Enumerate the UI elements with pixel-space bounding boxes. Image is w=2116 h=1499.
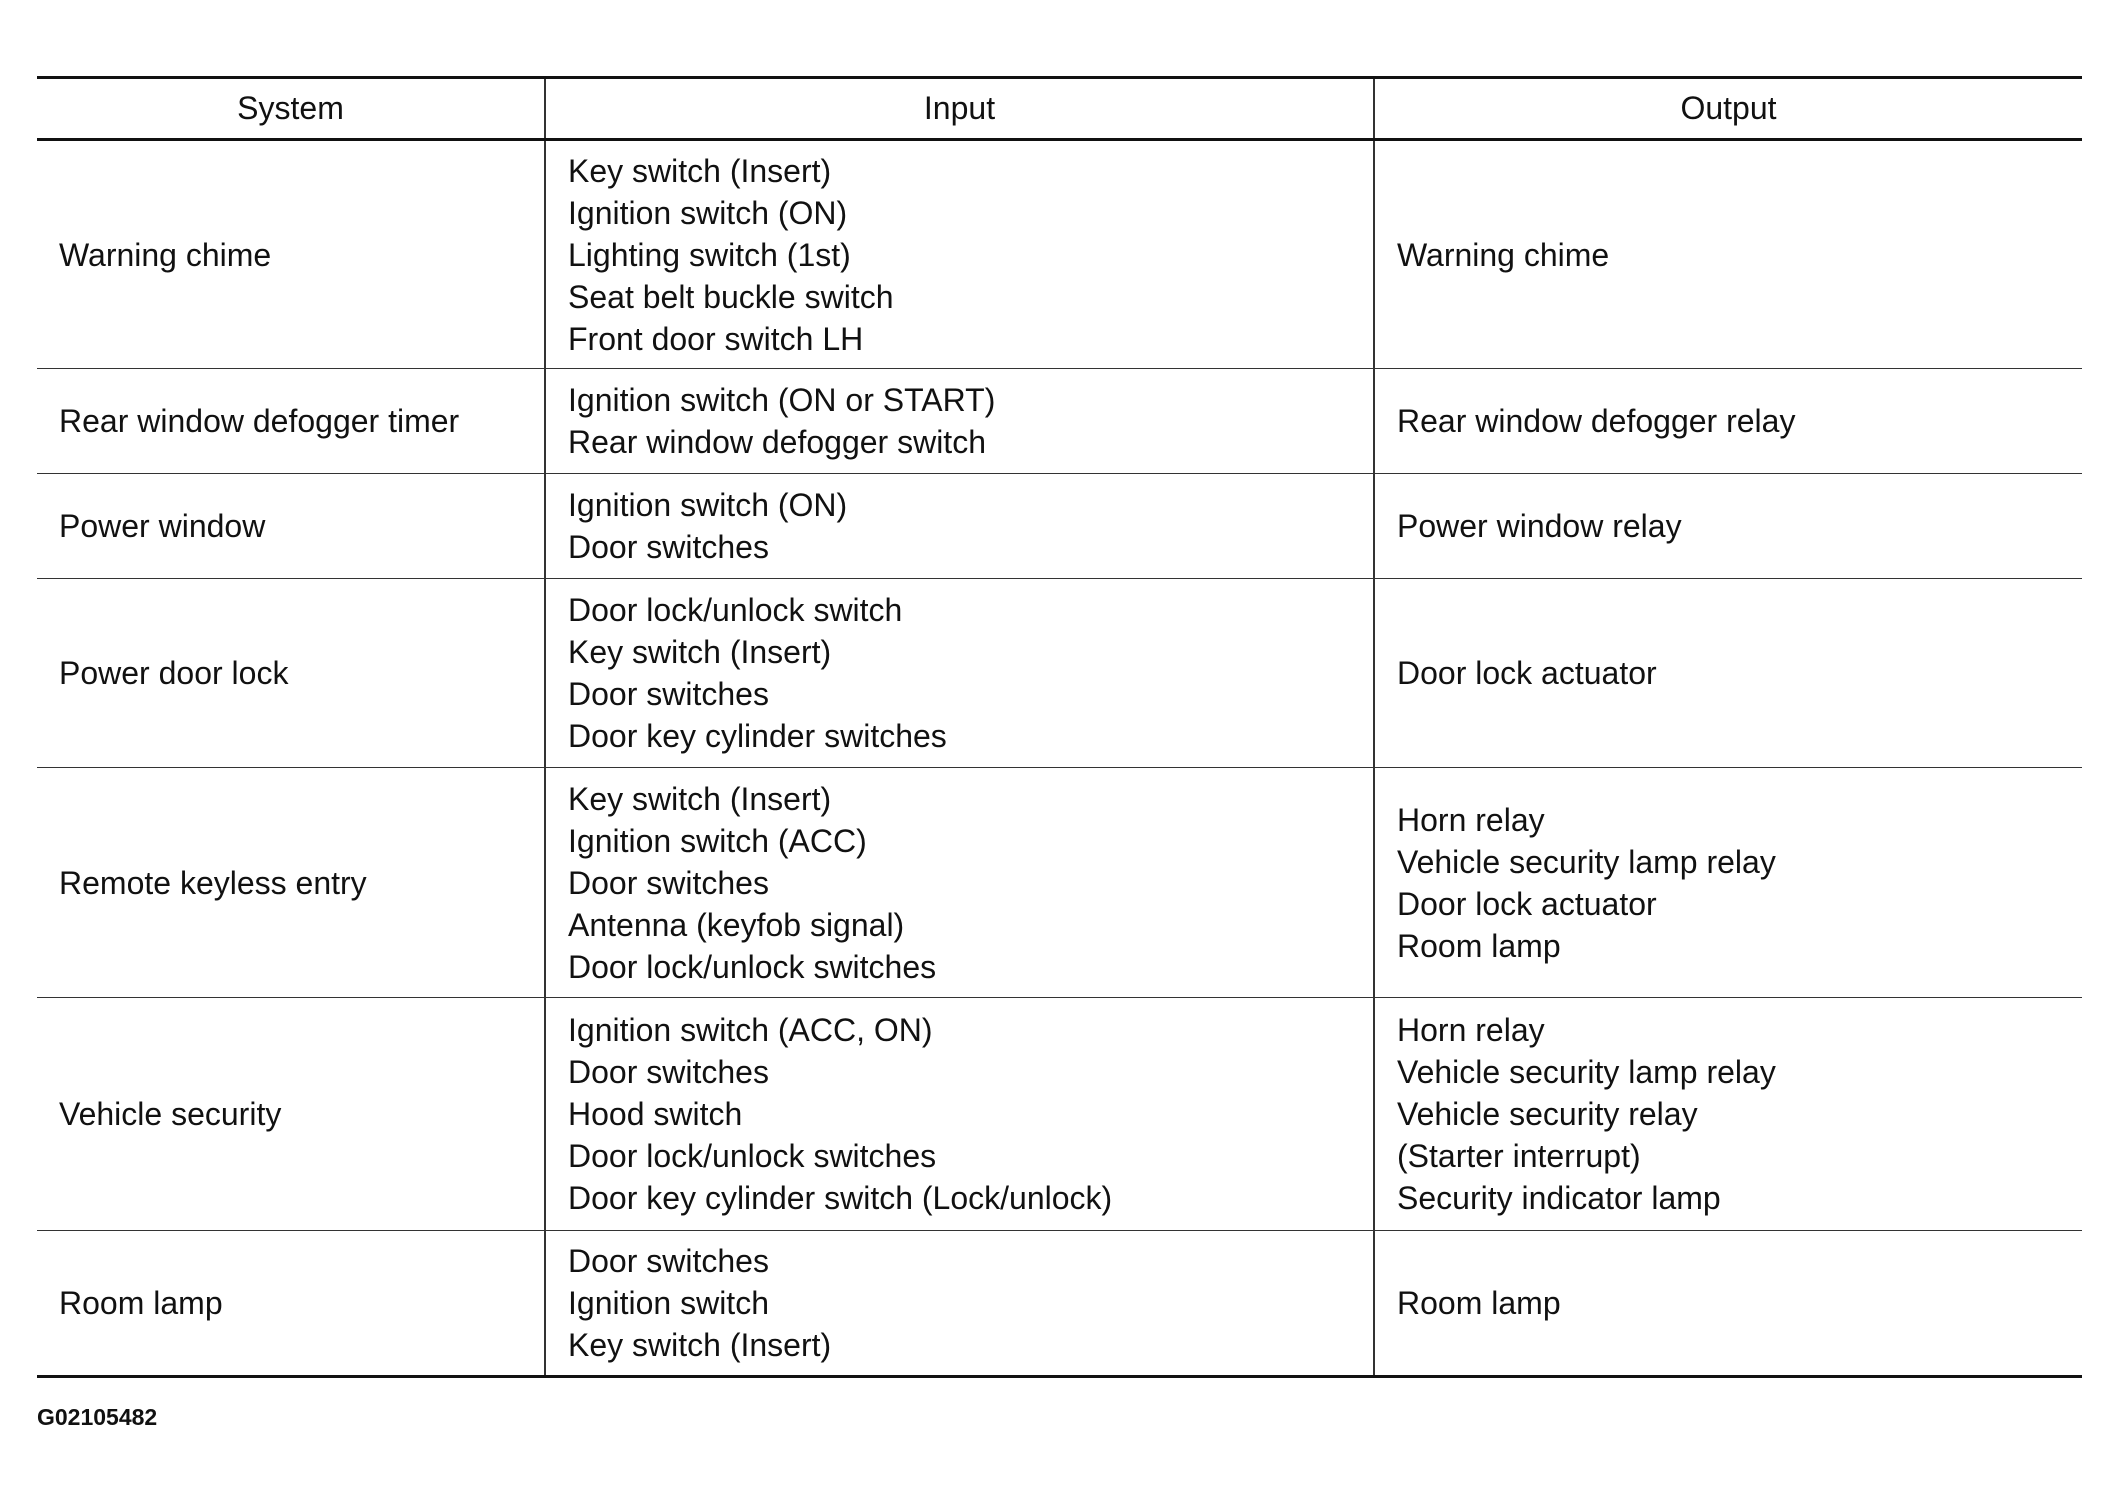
input-item: Door switches bbox=[568, 1054, 769, 1090]
output-cell bbox=[1374, 768, 2082, 998]
table-row bbox=[37, 369, 2082, 474]
system-name: Vehicle security bbox=[59, 1096, 282, 1132]
system-io-table-container bbox=[37, 76, 2082, 1378]
system-cell bbox=[37, 474, 545, 579]
table-header-row bbox=[37, 78, 2082, 140]
table-row bbox=[37, 579, 2082, 768]
system-name: Remote keyless entry bbox=[59, 864, 367, 901]
output-item: Room lamp bbox=[1397, 1285, 1561, 1321]
output-item: Door lock actuator bbox=[1397, 885, 1657, 922]
table-row bbox=[37, 998, 2082, 1231]
table-row bbox=[37, 1231, 2082, 1377]
input-item: Ignition switch (ON) bbox=[568, 487, 848, 523]
output-cell bbox=[1374, 369, 2082, 474]
output-item: Power window relay bbox=[1397, 508, 1682, 544]
system-name: Room lamp bbox=[59, 1285, 223, 1321]
system-cell bbox=[37, 1231, 545, 1377]
system-cell bbox=[37, 579, 545, 768]
input-item: Key switch (Insert) bbox=[568, 780, 832, 817]
input-item: Ignition switch (ACC) bbox=[568, 822, 867, 859]
table-row bbox=[37, 768, 2082, 998]
system-name: Power window bbox=[59, 508, 266, 544]
system-name: Rear window defogger timer bbox=[59, 403, 460, 439]
input-item: Door switches bbox=[568, 1243, 769, 1279]
figure-id-label: G02105482 bbox=[37, 1404, 158, 1430]
input-item: Door lock/unlock switches bbox=[568, 1138, 937, 1174]
input-item: Door lock/unlock switches bbox=[568, 948, 937, 985]
input-item: Antenna (keyfob signal) bbox=[568, 906, 905, 943]
output-item: (Starter interrupt) bbox=[1397, 1138, 1641, 1174]
output-cell bbox=[1374, 998, 2082, 1231]
output-item: Vehicle security lamp relay bbox=[1397, 1054, 1776, 1090]
header-system: System bbox=[37, 78, 545, 140]
system-cell bbox=[37, 369, 545, 474]
output-item: Warning chime bbox=[1397, 236, 1610, 273]
input-item: Ignition switch (ON or START) bbox=[568, 382, 996, 418]
table-row bbox=[37, 474, 2082, 579]
output-item: Vehicle security lamp relay bbox=[1397, 843, 1776, 880]
input-item: Rear window defogger switch bbox=[568, 424, 986, 460]
system-name: Warning chime bbox=[59, 236, 272, 273]
output-item: Horn relay bbox=[1397, 801, 1545, 838]
output-item: Horn relay bbox=[1397, 1012, 1545, 1048]
output-item: Room lamp bbox=[1397, 927, 1561, 964]
input-item: Hood switch bbox=[568, 1096, 743, 1132]
output-item: Vehicle security relay bbox=[1397, 1096, 1698, 1132]
input-item: Lighting switch (1st) bbox=[568, 236, 851, 273]
system-cell bbox=[37, 768, 545, 998]
system-name: Power door lock bbox=[59, 655, 289, 691]
system-cell bbox=[37, 140, 545, 369]
system-cell bbox=[37, 998, 545, 1231]
input-item: Front door switch LH bbox=[568, 320, 864, 357]
input-item: Key switch (Insert) bbox=[568, 634, 832, 670]
output-cell bbox=[1374, 1231, 2082, 1377]
table-row bbox=[37, 140, 2082, 369]
input-item: Key switch (Insert) bbox=[568, 1327, 832, 1363]
input-item: Ignition switch bbox=[568, 1285, 769, 1321]
input-item: Door key cylinder switch (Lock/unlock) bbox=[568, 1180, 1113, 1216]
output-item: Security indicator lamp bbox=[1397, 1180, 1721, 1216]
output-cell bbox=[1374, 579, 2082, 768]
output-item: Door lock actuator bbox=[1397, 655, 1657, 691]
input-cell bbox=[545, 140, 1374, 369]
input-item: Ignition switch (ACC, ON) bbox=[568, 1012, 933, 1048]
table-body bbox=[37, 140, 2082, 1377]
input-cell bbox=[545, 768, 1374, 998]
input-item: Key switch (Insert) bbox=[568, 152, 832, 189]
input-cell bbox=[545, 998, 1374, 1231]
output-item: Rear window defogger relay bbox=[1397, 403, 1796, 439]
input-cell bbox=[545, 579, 1374, 768]
input-item: Door switches bbox=[568, 864, 769, 901]
input-item: Door key cylinder switches bbox=[568, 718, 947, 754]
header-output: Output bbox=[1374, 78, 2082, 140]
output-cell bbox=[1374, 140, 2082, 369]
input-item: Door switches bbox=[568, 529, 769, 565]
output-cell bbox=[1374, 474, 2082, 579]
input-item: Door lock/unlock switch bbox=[568, 592, 903, 628]
input-cell bbox=[545, 369, 1374, 474]
input-item: Ignition switch (ON) bbox=[568, 194, 848, 231]
header-input: Input bbox=[545, 78, 1374, 140]
input-item: Seat belt buckle switch bbox=[568, 278, 894, 315]
input-item: Door switches bbox=[568, 676, 769, 712]
input-cell bbox=[545, 474, 1374, 579]
input-cell bbox=[545, 1231, 1374, 1377]
system-io-table bbox=[37, 76, 2082, 1378]
